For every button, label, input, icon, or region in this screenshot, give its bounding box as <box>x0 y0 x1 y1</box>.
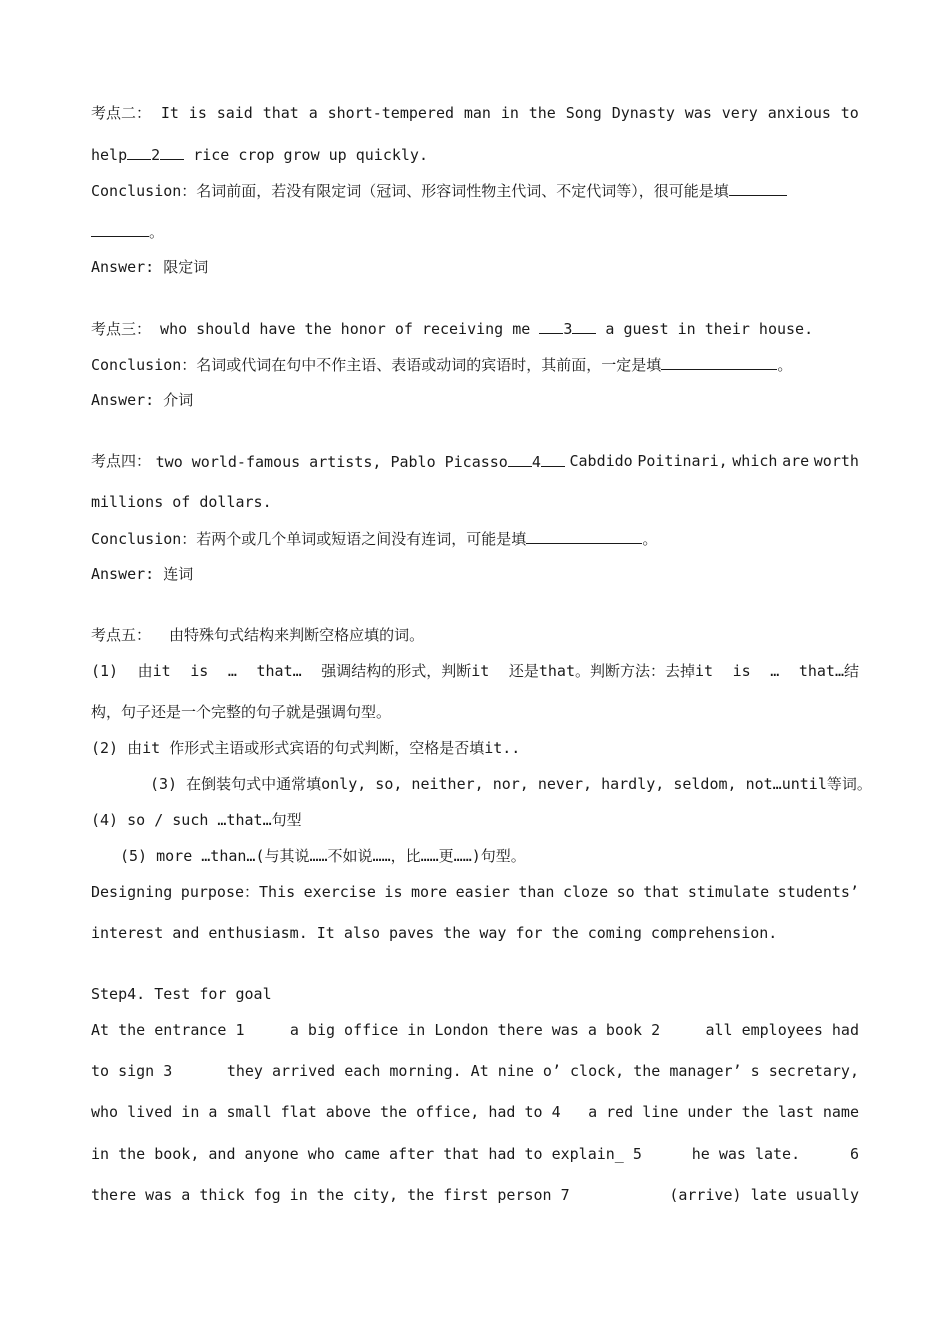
point4-conclusion: Conclusion：若两个或几个单词或短语之间没有连词，可能是填 。 <box>91 530 658 548</box>
passage-line5: there was a thick fog in the city, the first person 7 (arrive) late usually <box>91 1186 859 1204</box>
point5-item5: (5) more …than…(与其说……不如说……，比……更……)句型。 <box>120 847 526 865</box>
design-purpose-line2: interest and enthusiasm. It also paves the way for the coming comprehension. <box>91 924 778 942</box>
blank-number: 3 <box>563 320 573 338</box>
blank-number: 2 <box>151 146 161 164</box>
point2-conclusion: Conclusion：名词前面，若没有限定词（冠词、形容词性物主代词、不定代词等），很可能是填 <box>91 181 787 200</box>
point2-conclusion-cont: 。 <box>91 222 164 241</box>
point5-item1-line2: 构，句子还是一个完整的句子就是强调句型。 <box>91 703 392 721</box>
point5-item2: (2) 由it 作形式主语或形式宾语的句式判断，空格是否填it.. <box>91 739 521 757</box>
point5-item3: (3) 在倒装句式中通常填only, so, neither, nor, never, hardly, seldom, not…until等词。 <box>150 775 872 793</box>
passage-line4: in the book, and anyone who came after that had to explain_ 5 he was late. 6 <box>91 1145 859 1163</box>
passage-line1: At the entrance 1 a big office in London there was a book 2 all employees had <box>91 1021 859 1039</box>
point4-question-line1: 考点四： two world-famous artists, Pablo Picasso 4 Cabdido Poitinari, which are worth <box>91 452 859 471</box>
point3-question: 考点三： who should have the honor of receiving me 3 a guest in their house. <box>91 320 814 338</box>
point5-heading: 考点五： 由特殊句式结构来判断空格应填的词。 <box>91 626 425 644</box>
point5-item1-line1: (1) 由it is … that… 强调结构的形式，判断it 还是that。判断方法：去掉it is … that…结 <box>91 662 859 680</box>
design-purpose-line1: Designing purpose：This exercise is more easier than cloze so that stimulate students’ <box>91 883 859 901</box>
point2-head: 考点二： <box>91 104 152 122</box>
point2-question-line2: help 2 rice crop grow up quickly. <box>91 146 428 164</box>
step4-title: Step4. Test for goal <box>91 985 272 1003</box>
blank-number: 4 <box>531 453 541 471</box>
passage-line2: to sign 3 they arrived each morning. At nine o’ clock, the manager’ s secretary, <box>91 1062 859 1080</box>
point4-question-line2: millions of dollars. <box>91 493 272 511</box>
point2-answer: Answer: 限定词 <box>91 258 209 276</box>
point3-conclusion: Conclusion：名词或代词在句中不作主语、表语或动词的宾语时，其前面，一定是填 。 <box>91 356 793 374</box>
passage-line3: who lived in a small flat above the office, had to 4 a red line under the last name <box>91 1103 859 1121</box>
point3-answer: Answer: 介词 <box>91 391 194 409</box>
point4-answer: Answer: 连词 <box>91 565 194 583</box>
point2-question-line1: 考点二： It is said that a short-tempered man in the Song Dynasty was very anxious to <box>91 104 859 122</box>
point5-item4: (4) so / such …that…句型 <box>91 811 302 829</box>
